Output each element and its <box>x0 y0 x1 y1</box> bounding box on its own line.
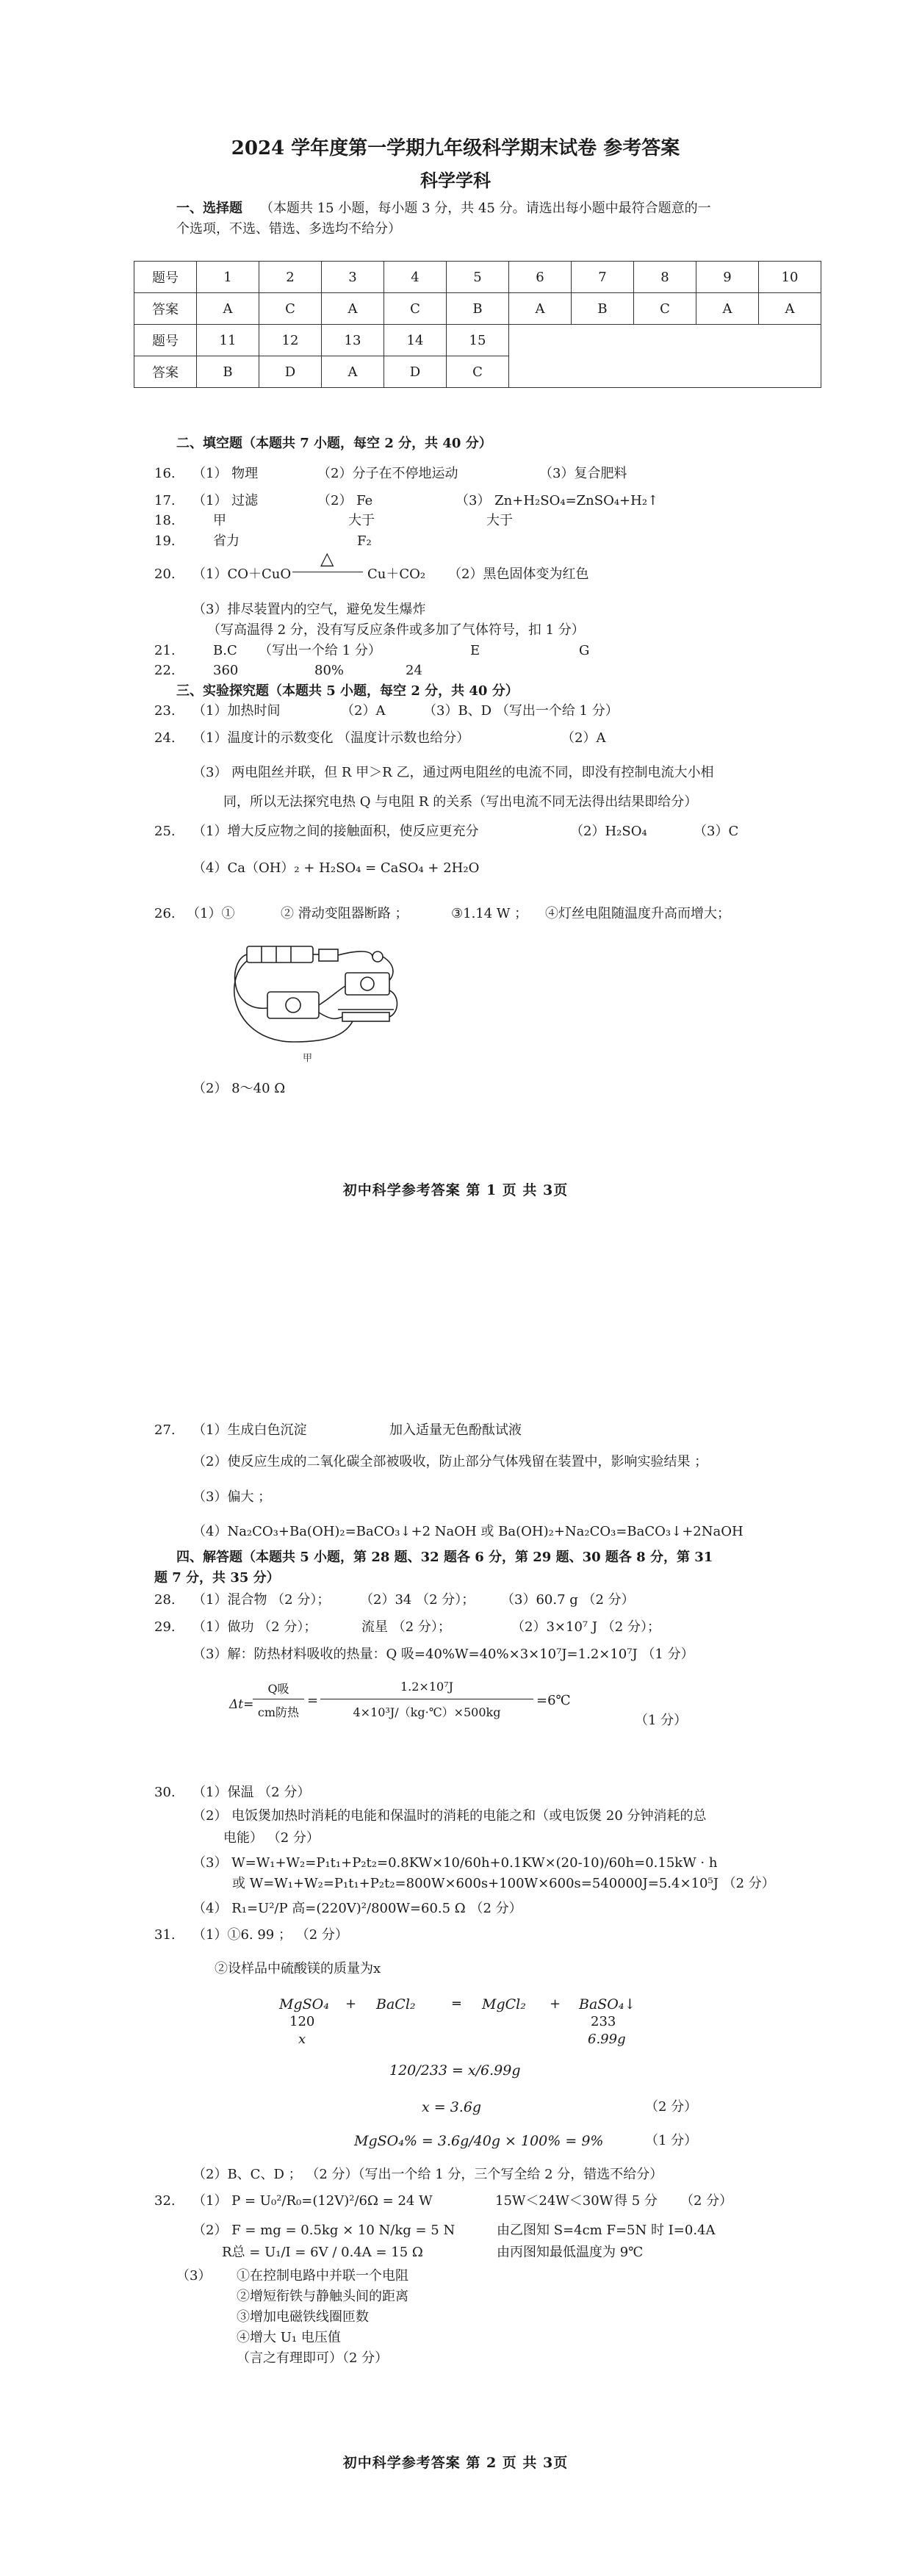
list-item: ③增加电磁铁线圈匝数 <box>237 2309 369 2325</box>
q32-answer-3-note: （言之有理即可）（2 分） <box>237 2350 389 2366</box>
q32-answer-3-label: （3） <box>176 2268 212 2284</box>
q26-answer-3: ③1.14 W ； <box>451 906 528 921</box>
table-cell: A <box>759 293 821 325</box>
table-cell: C <box>259 293 322 325</box>
q27-number: 27. <box>154 1422 176 1438</box>
row-label: 答案 <box>134 293 197 325</box>
q17-answer-3: （3） Zn+H₂SO₄=ZnSO₄+H₂↑ <box>455 493 659 508</box>
q16-answer-2: （2）分子在不停地运动 <box>317 466 458 481</box>
table-cell: B <box>447 293 509 325</box>
q20-number: 20. <box>154 566 176 582</box>
q32-answer-2: （2） F = mg = 0.5kg × 10 N/kg = 5 N <box>192 2223 455 2238</box>
table-cell: 2 <box>259 262 322 293</box>
q26-answer-1: （1）① <box>187 906 235 921</box>
table-blank <box>509 325 821 388</box>
q22-answer-1: 360 <box>213 663 239 678</box>
q32-answer-1: （1） P = U₀²/R₀=(12V)²/6Ω = 24 W <box>192 2193 433 2209</box>
eq-mass-2: 233 <box>591 2014 616 2029</box>
q26-answer-4: ④灯丝电阻随温度升高而增大； <box>545 906 730 921</box>
q25-answer-1: （1）增大反应物之间的接触面积，使反应更充分 <box>192 824 479 839</box>
q25-answer-2: （2）H₂SO₄ <box>570 824 647 839</box>
table-cell: 9 <box>696 262 759 293</box>
q17-number: 17. <box>154 493 176 508</box>
q18-answer-1: 甲 <box>213 513 226 528</box>
q27-answer-4: （4）Na₂CO₃+Ba(OH)₂=BaCO₃↓+2 NaOH 或 Ba(OH)₂+Na₂CO₃=BaCO₃↓+2NaOH <box>192 1524 743 1539</box>
q31-answer-2: （2）B、C、D ； （2 分）（写出一个给 1 分，三个写全给 2 分，错选不给分） <box>192 2167 663 2182</box>
q29-answer-3: （2）3×10⁷ J （2 分）； <box>511 1619 660 1635</box>
q29-answer-1: （1）做功 （2 分）； <box>192 1619 317 1635</box>
table-cell: 13 <box>322 325 384 356</box>
q20-answer-2: （2）黑色固体变为红色 <box>448 566 589 582</box>
q28-answer-1: （1）混合物 （2 分）； <box>192 1592 331 1608</box>
q27-answer-1: （1）生成白色沉淀 <box>192 1422 307 1438</box>
q23-answer-1: （1）加热时间 <box>192 703 281 719</box>
q19-number: 19. <box>154 533 176 549</box>
q24-answer-3-cont: 同，所以无法探究电热 Q 与电阻 R 的关系（写出电流不同无法得出结果即给分） <box>223 794 698 810</box>
switch <box>319 949 338 961</box>
q25-number: 25. <box>154 824 176 839</box>
answer-table <box>134 261 821 388</box>
q32-answer-2b: 由乙图知 S=4cm F=5N 时 I=0.4A <box>497 2223 716 2238</box>
q31-answer-1: （1）①6. 99 ； （2 分） <box>192 1927 348 1943</box>
q30-answer-1: （1）保温 （2 分） <box>192 1785 311 1800</box>
formula-score: （1 分） <box>635 1713 688 1728</box>
formula-result: =6℃ <box>536 1693 571 1708</box>
table-cell: C <box>447 356 509 388</box>
page-footer-1: 初中科学参考答案 第 1 页 共 3页 <box>342 1182 569 1198</box>
table-row-nums-1 <box>134 262 821 293</box>
table-cell: D <box>259 356 322 388</box>
table-cell: A <box>696 293 759 325</box>
table-cell: 4 <box>384 262 447 293</box>
q20-answer-3: （3）排尽装置内的空气，避免发生爆炸 <box>192 602 426 617</box>
section4-header: 四、解答题（本题共 5 小题，第 28 题、32 题各 6 分，第 29 题、30 题各 8 分，第 31 <box>176 1550 713 1565</box>
q26-answer-2: ② 滑动变阻器断路 ； <box>281 906 408 921</box>
q21-answer-3: G <box>579 643 590 658</box>
table-cell: 12 <box>259 325 322 356</box>
rheostat <box>342 1012 389 1021</box>
q32-answer-2c: 由丙图知最低温度为 9℃ <box>497 2245 644 2260</box>
q32-answer-1b: 15W＜24W＜30W <box>495 2193 613 2209</box>
q32-number: 32. <box>154 2193 176 2209</box>
row-label: 答案 <box>134 356 197 388</box>
q23-answer-3: （3）B、D （写出一个给 1 分） <box>423 703 619 719</box>
table-cell: 15 <box>447 325 509 356</box>
table-cell: 1 <box>197 262 259 293</box>
section1-note-2: 个选项，不选、错选、多选均不给分） <box>176 221 401 237</box>
table-cell: 7 <box>572 262 634 293</box>
q24-answer-2: （2）A <box>561 730 606 746</box>
q24-number: 24. <box>154 730 176 746</box>
q20-note: （写高温得 2 分，没有写反应条件或多加了气体符号，扣 1 分） <box>207 622 585 638</box>
q21-number: 21. <box>154 643 176 658</box>
q32-answer-2-cont: R总 = U₁/I = 6V / 0.4A = 15 Ω <box>222 2245 423 2260</box>
q29-number: 29. <box>154 1619 176 1635</box>
q23-number: 23. <box>154 703 176 719</box>
eq-unknown: x <box>298 2032 306 2047</box>
table-cell: 8 <box>634 262 696 293</box>
table-cell: A <box>322 356 384 388</box>
list-item: ②增短衔铁与静触头间的距离 <box>237 2289 408 2304</box>
q27-answer-1b: 加入适量无色酚酞试液 <box>389 1422 522 1438</box>
q25-answer-4: （4）Ca（OH）₂ + H₂SO₄ = CaSO₄ + 2H₂O <box>192 860 480 876</box>
formula-num-1: Q吸 <box>267 1682 289 1696</box>
formula-num-2: 1.2×10⁷J <box>400 1680 454 1694</box>
q31-percent: MgSO₄% = 3.6g/40g × 100% = 9% <box>354 2133 604 2149</box>
eq-plus-2: + <box>550 1996 561 2012</box>
eq-product-1: MgCl₂ <box>482 1996 526 2012</box>
q21-answer-1: B.C <box>213 643 237 658</box>
q18-answer-3: 大于 <box>486 513 513 528</box>
list-item: ①在控制电路中并联一个电阻 <box>237 2268 408 2284</box>
formula-equals: = <box>307 1693 319 1708</box>
circuit-diagram <box>220 932 411 1064</box>
q28-answer-2: （2）34 （2 分）； <box>360 1592 475 1608</box>
voltmeter <box>345 973 389 995</box>
q30-answer-3-cont: 或 W=W₁+W₂=P₁t₁+P₂t₂=800W×600s+100W×600s=540000J=5.4×10⁵J （2 分） <box>232 1876 775 1891</box>
table-cell: A <box>322 293 384 325</box>
q29-answer-4: （3）解：防热材料吸收的热量：Q 吸=40%W=40%×3×10⁷J=1.2×10⁷J （1 分） <box>192 1647 694 1662</box>
q28-number: 28. <box>154 1592 176 1608</box>
q22-number: 22. <box>154 663 176 678</box>
q23-answer-2: （2）A <box>341 703 386 719</box>
eq-known: 6.99g <box>588 2032 626 2047</box>
heat-condition: △ <box>320 548 334 569</box>
ammeter <box>267 992 319 1018</box>
q31-setup: ②设样品中硫酸镁的质量为x <box>215 1961 381 1976</box>
table-cell: B <box>572 293 634 325</box>
section1-note: （本题共 15 小题，每小题 3 分，共 45 分。请选出每小题中最符合题意的一 <box>260 201 711 216</box>
q31-percent-score: （1 分） <box>645 2133 698 2148</box>
eq-mass-1: 120 <box>289 2014 315 2029</box>
q31-ratio: 120/233 = x/6.99g <box>389 2062 521 2079</box>
q26-answer-5: （2） 8～40 Ω <box>192 1081 286 1096</box>
q30-number: 30. <box>154 1785 176 1800</box>
page-footer-2: 初中科学参考答案 第 2 页 共 3页 <box>342 2455 569 2471</box>
section3-header: 三、实验探究题（本题共 5 小题，每空 2 分，共 40 分） <box>176 683 519 699</box>
table-cell: C <box>634 293 696 325</box>
q29-answer-2: 流星 （2 分）； <box>361 1619 451 1635</box>
q30-answer-2: （2） 电饭煲加热时消耗的电能和保温时的消耗的电能之和（或电饭煲 20 分钟消耗的总 <box>192 1808 707 1824</box>
q24-answer-3: （3） 两电阻丝并联，但 R 甲＞R 乙，通过两电阻丝的电流不同，即没有控制电流大小相 <box>192 765 714 780</box>
formula-den-2: 4×10³J/（kg·℃）×500kg <box>353 1705 501 1719</box>
q28-answer-3: （3）60.7 g （2 分） <box>501 1592 635 1608</box>
table-cell: D <box>384 356 447 388</box>
table-cell: 5 <box>447 262 509 293</box>
q24-answer-1: （1）温度计的示数变化 （温度计示数也给分） <box>192 730 470 746</box>
table-cell: 14 <box>384 325 447 356</box>
q30-answer-4: （4） R₁=U²/P 高=(220V)²/800W=60.5 Ω （2 分） <box>192 1901 522 1916</box>
page-title: 2024 学年度第一学期九年级科学期末试卷 参考答案 <box>231 137 680 159</box>
q26-number: 26. <box>154 906 176 921</box>
q21-answer-2: E <box>470 643 480 658</box>
q27-answer-2: （2）使反应生成的二氧化碳全部被吸收，防止部分气体残留在装置中，影响实验结果 ； <box>192 1454 708 1469</box>
q19-answer-1: 省力 <box>213 533 240 549</box>
table-row-ans-1 <box>134 293 821 325</box>
q31-x-value: x = 3.6g <box>422 2099 482 2115</box>
q30-answer-3: （3） W=W₁+W₂=P₁t₁+P₂t₂=0.8KW×10/60h+0.1KW×(20-10)/60h=0.15kW · h <box>192 1855 718 1871</box>
q21-note: （写出一个给 1 分） <box>259 643 381 658</box>
table-cell: A <box>197 293 259 325</box>
table-cell: A <box>509 293 572 325</box>
q17-answer-1: （1） 过滤 <box>192 493 259 508</box>
formula-den-1: cm防热 <box>257 1705 300 1719</box>
table-cell: 6 <box>509 262 572 293</box>
q16-answer-1: （1） 物理 <box>192 466 259 481</box>
q27-answer-3: （3）偏大 ； <box>192 1489 272 1505</box>
row-label: 题号 <box>134 325 197 356</box>
eq-reactant-2: BaCl₂ <box>376 1996 416 2012</box>
row-label: 题号 <box>134 262 197 293</box>
q22-answer-3: 24 <box>406 663 422 678</box>
table-cell: B <box>197 356 259 388</box>
q17-answer-2: （2） Fe <box>317 493 373 508</box>
q22-answer-2: 80% <box>314 663 345 678</box>
battery-box <box>247 946 313 963</box>
table-cell: C <box>384 293 447 325</box>
q16-number: 16. <box>154 466 176 481</box>
q32-answer-1-score: （2 分） <box>680 2193 733 2209</box>
figure-label: 甲 <box>303 1053 313 1064</box>
section4-header-2: 题 7 分，共 35 分） <box>154 1570 280 1586</box>
q31-number: 31. <box>154 1927 176 1943</box>
section2-header: 二、填空题（本题共 7 小题，每空 2 分，共 40 分） <box>176 436 492 451</box>
eq-arrow: ═ <box>453 1996 461 2012</box>
eq-reactant-1: MgSO₄ <box>279 1996 329 2012</box>
table-cell: 11 <box>197 325 259 356</box>
table-row-nums-2 <box>134 325 821 356</box>
q30-answer-2-cont: 电能） （2 分） <box>223 1830 320 1846</box>
q31-x-score: （2 分） <box>645 2099 698 2115</box>
q20-products: Cu＋CO₂ <box>367 566 426 582</box>
q25-answer-3: （3）C <box>694 824 739 839</box>
eq-plus-1: + <box>345 1996 357 2012</box>
q20-reactants: （1）CO＋CuO <box>192 566 292 582</box>
list-item: ④增大 U₁ 电压值 <box>237 2330 341 2345</box>
q18-number: 18. <box>154 513 176 528</box>
q16-answer-3: （3）复合肥料 <box>539 466 627 481</box>
q32-answer-1c: 得 5 分 <box>614 2193 658 2209</box>
q19-answer-2: F₂ <box>357 533 372 549</box>
page-subtitle: 科学学科 <box>420 170 491 191</box>
formula-lhs: Δt= <box>229 1697 254 1712</box>
section1-header: 一、选择题 <box>176 201 242 216</box>
eq-product-2: BaSO₄↓ <box>579 1996 636 2012</box>
table-cell: 10 <box>759 262 821 293</box>
q18-answer-2: 大于 <box>348 513 375 528</box>
table-cell: 3 <box>322 262 384 293</box>
lamp <box>372 951 383 962</box>
